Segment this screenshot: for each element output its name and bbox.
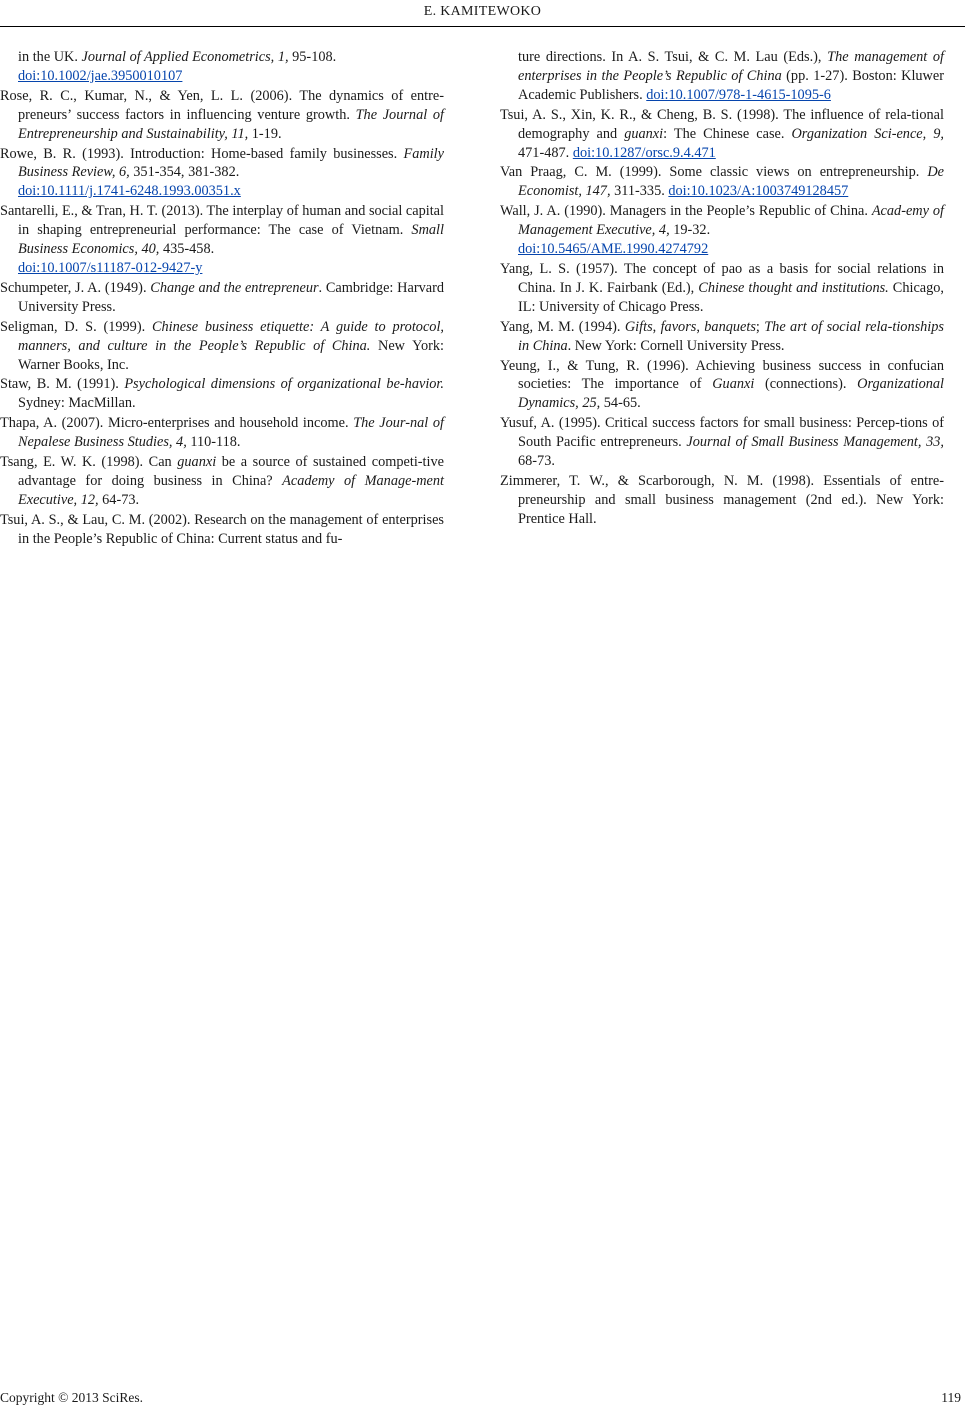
ref-text: be a source of sustained competi-tive advantage for doing business in China? xyxy=(18,454,444,489)
ref-text: Schumpeter, J. A. (1949). xyxy=(0,279,151,296)
ref-text: 435-458. xyxy=(159,241,215,258)
ref-text: , xyxy=(652,318,661,335)
ref-journal: Journal of Applied Econometrics, 1, xyxy=(81,49,289,65)
reference-rowe xyxy=(0,145,444,202)
header-rule xyxy=(0,26,965,27)
reference-continuation xyxy=(500,48,944,105)
reference-tsang xyxy=(0,453,444,510)
ref-text: Wall, J. A. (1990). Managers in the People’s Republic of China. xyxy=(500,203,872,220)
ref-text: . New York: Cornell University Press. xyxy=(567,337,785,354)
doi-link[interactable]: doi:10.1002/jae.3950010107 xyxy=(18,67,183,84)
ref-journal: Academy of Manage-ment Executive, 12, xyxy=(18,472,445,508)
ref-journal: Family Business Review, 6, xyxy=(18,145,444,181)
ref-journal: De Economist, 147, xyxy=(518,164,944,200)
reference-tsui-xin xyxy=(500,106,944,163)
copyright-notice: Copyright © 2013 SciRes. xyxy=(0,1390,144,1405)
ref-text: Rose, R. C., Kumar, N., & Yen, L. L. (2006). The dynamics of entre-preneurs’ success factors in influencing venture growth. xyxy=(0,87,444,123)
doi-link[interactable]: doi:10.1111/j.1741-6248.1993.00351.x xyxy=(18,183,241,200)
reference-schumpeter xyxy=(0,279,444,317)
ref-title: Psychological dimensions of organizational be-havior. xyxy=(124,376,444,393)
left-column xyxy=(0,48,444,550)
ref-text: Sydney: MacMillan. xyxy=(18,395,136,412)
ref-text: Tsui, A. S., Xin, K. R., & Cheng, B. S. (1998). The influence of rela-tional demography and xyxy=(500,106,944,142)
doi-link[interactable]: doi:10.1007/978-1-4615-1095-6 xyxy=(646,86,831,103)
ref-text: : The Chinese case. xyxy=(663,125,792,142)
ref-title: Change and the entrepreneur xyxy=(150,279,319,296)
reference-zimmerer xyxy=(500,472,944,529)
ref-text: (connections). xyxy=(754,376,858,393)
reference-staw xyxy=(0,375,444,413)
ref-text: . Cambridge: Harvard University Press. xyxy=(18,279,444,315)
reference-yang-mm xyxy=(500,318,944,356)
ref-text: Chicago, IL: University of Chicago Press. xyxy=(518,279,945,315)
ref-term: guanxi xyxy=(624,125,664,142)
ref-journal: Acad-emy of Management Executive, 4, xyxy=(518,203,944,239)
reference-continuation xyxy=(0,48,444,86)
ref-text: Rowe, B. R. (1993). Introduction: Home-based family businesses. xyxy=(0,145,404,162)
ref-text: Van Praag, C. M. (1999). Some classic views on entrepreneurship. xyxy=(500,164,928,181)
doi-link[interactable]: doi:10.1007/s11187-012-9427-y xyxy=(18,259,203,276)
ref-text: , xyxy=(696,318,705,335)
reference-thapa xyxy=(0,414,444,452)
ref-text: Tsui, A. S., & Lau, C. M. (2002). Research on the management of enterprises in the People’s Republic of China: Current status and fu- xyxy=(0,511,444,547)
ref-title: Chinese business etiquette: A guide to protocol, manners, and culture in the People’s Republic of China. xyxy=(18,318,444,354)
ref-text: 351-354, 381-382. xyxy=(129,164,240,181)
running-header: E. KAMITEWOKO xyxy=(423,4,542,19)
ref-text: Seligman, D. S. (1999). xyxy=(0,318,152,335)
ref-text: New York: Warner Books, Inc. xyxy=(18,337,444,373)
ref-text: Yang, M. M. (1994). xyxy=(500,318,625,335)
reference-wall xyxy=(500,202,944,259)
doi-link[interactable]: doi:10.1287/orsc.9.4.471 xyxy=(572,144,716,161)
ref-title: Gifts xyxy=(624,318,653,335)
ref-text: ture directions. In A. S. Tsui, & C. M. Lau (Eds.), xyxy=(518,49,828,65)
ref-journal: Journal of Small Business Management, 33, xyxy=(686,434,944,451)
ref-journal: Organizational Dynamics, 25, xyxy=(518,376,944,412)
ref-text: ; xyxy=(755,318,765,335)
reference-van-praag xyxy=(500,163,944,201)
ref-text: Thapa, A. (2007). Micro-enterprises and household income. xyxy=(0,415,354,432)
doi-link[interactable]: doi:10.5465/AME.1990.4274792 xyxy=(518,241,709,258)
ref-text: Yang, L. S. (1957). The concept of pao as a basis for social relations in China. In J. K. Fairbank (Ed.), xyxy=(500,260,944,296)
ref-text: 471-487. xyxy=(518,144,573,161)
ref-text: in the UK. xyxy=(18,49,82,65)
ref-text: 110-118. xyxy=(186,434,241,451)
doi-link[interactable]: doi:10.1023/A:1003749128457 xyxy=(668,183,849,200)
ref-title: favors xyxy=(660,318,697,335)
ref-text: 19-32. xyxy=(669,222,711,239)
ref-journal: The Jour-nal of Nepalese Business Studies, 4, xyxy=(18,415,444,451)
reference-yusuf xyxy=(500,414,944,471)
right-column xyxy=(500,48,944,530)
ref-text: 64-73. xyxy=(98,491,140,508)
page-number: 119 xyxy=(941,1390,961,1405)
ref-text: 1-19. xyxy=(248,125,282,142)
reference-yeung xyxy=(500,357,944,414)
ref-text: Tsang, E. W. K. (1998). Can xyxy=(0,454,178,471)
ref-title: The art of social rela-tionships in China xyxy=(518,318,944,354)
reference-seligman xyxy=(0,318,444,375)
ref-text: Santarelli, E., & Tran, H. T. (2013). The interplay of human and social capital in shaping entrepreneurial performance: The case of Vietnam. xyxy=(0,203,444,239)
ref-text: (pp. 1-27). Boston: Kluwer Academic Publishers. xyxy=(518,67,944,103)
ref-text: 54-65. xyxy=(600,395,641,412)
ref-text: Yeung, I., & Tung, R. (1996). Achieving business success in confucian societies: The importance of xyxy=(500,357,944,393)
ref-title: The management of enterprises in the People’s Republic of China xyxy=(518,49,944,84)
ref-text: 68-73. xyxy=(518,453,555,470)
reference-santarelli xyxy=(0,202,444,278)
reference-rose xyxy=(0,87,444,144)
ref-title: Chinese thought and institutions. xyxy=(698,279,889,296)
ref-journal: Small Business Economics, 40, xyxy=(18,222,444,258)
ref-journal: The Journal of Entrepreneurship and Sustainability, 11, xyxy=(18,106,444,142)
ref-text: Zimmerer, T. W., & Scarborough, N. M. (1998). Essentials of entre-preneurship and small business management (2nd ed.). New York: Prentice Hall. xyxy=(500,472,944,527)
ref-title: banquets xyxy=(704,318,756,335)
ref-text: Staw, B. M. (1991). xyxy=(0,376,125,393)
ref-text: 311-335. xyxy=(610,183,669,200)
ref-term: Guanxi xyxy=(712,376,755,393)
ref-text: Yusuf, A. (1995). Critical success factors for small business: Percep-tions of South Pacific entrepreneurs. xyxy=(500,415,944,451)
reference-tsui-lau xyxy=(0,511,444,549)
ref-text: 95-108. xyxy=(288,49,337,65)
reference-yang-ls xyxy=(500,260,944,317)
ref-journal: Organization Sci-ence, 9, xyxy=(791,125,944,142)
ref-term: guanxi xyxy=(177,454,217,471)
